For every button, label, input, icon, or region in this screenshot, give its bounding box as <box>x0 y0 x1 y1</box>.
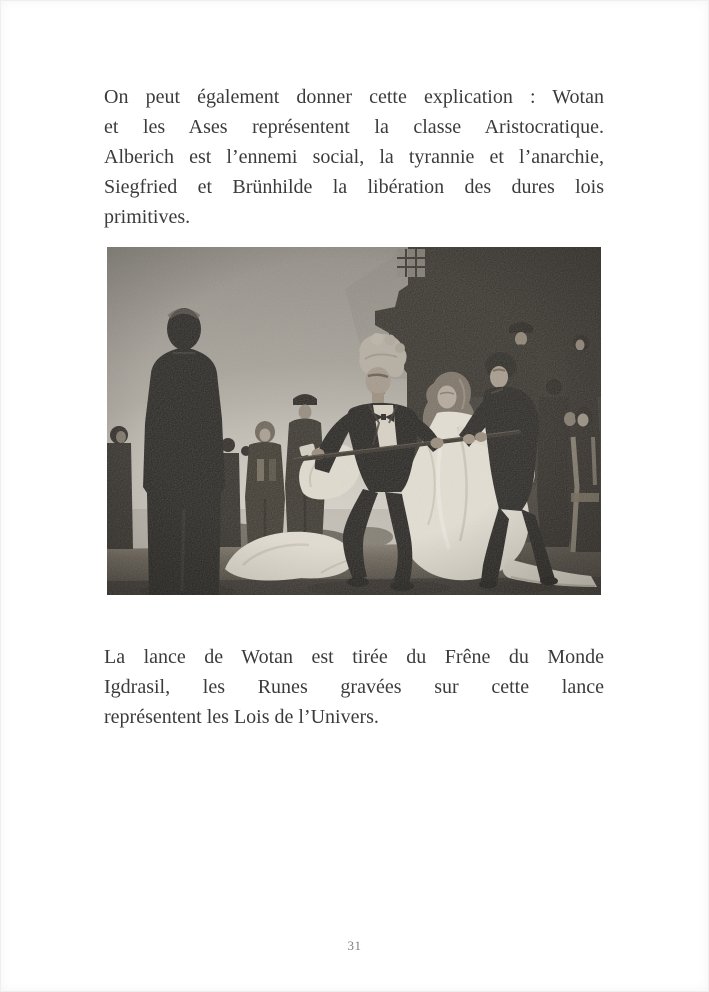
vignette-overlay <box>107 247 601 595</box>
page-number: 31 <box>347 938 362 953</box>
text-line: On peut également donner cette explication : Wotan <box>104 86 604 108</box>
text-line: Siegfried et Brünhilde la libération des dures lois <box>104 176 604 198</box>
paragraph-top <box>104 82 604 232</box>
opera-photo-illustration <box>107 247 601 595</box>
text-line: Igdrasil, les Runes gravées sur cette lance <box>104 676 604 698</box>
text-line: Alberich est l’ennemi social, la tyrannie et l’anarchie, <box>104 146 604 168</box>
text-line: La lance de Wotan est tirée du Frêne du Monde <box>104 646 604 668</box>
text-line: représentent les Lois de l’Univers. <box>104 706 379 728</box>
text-line: et les Ases représentent la classe Aristocratique. <box>104 116 604 138</box>
paragraph-bottom <box>104 642 604 732</box>
text-line: primitives. <box>104 206 191 228</box>
opera-stage-photo <box>107 247 601 595</box>
